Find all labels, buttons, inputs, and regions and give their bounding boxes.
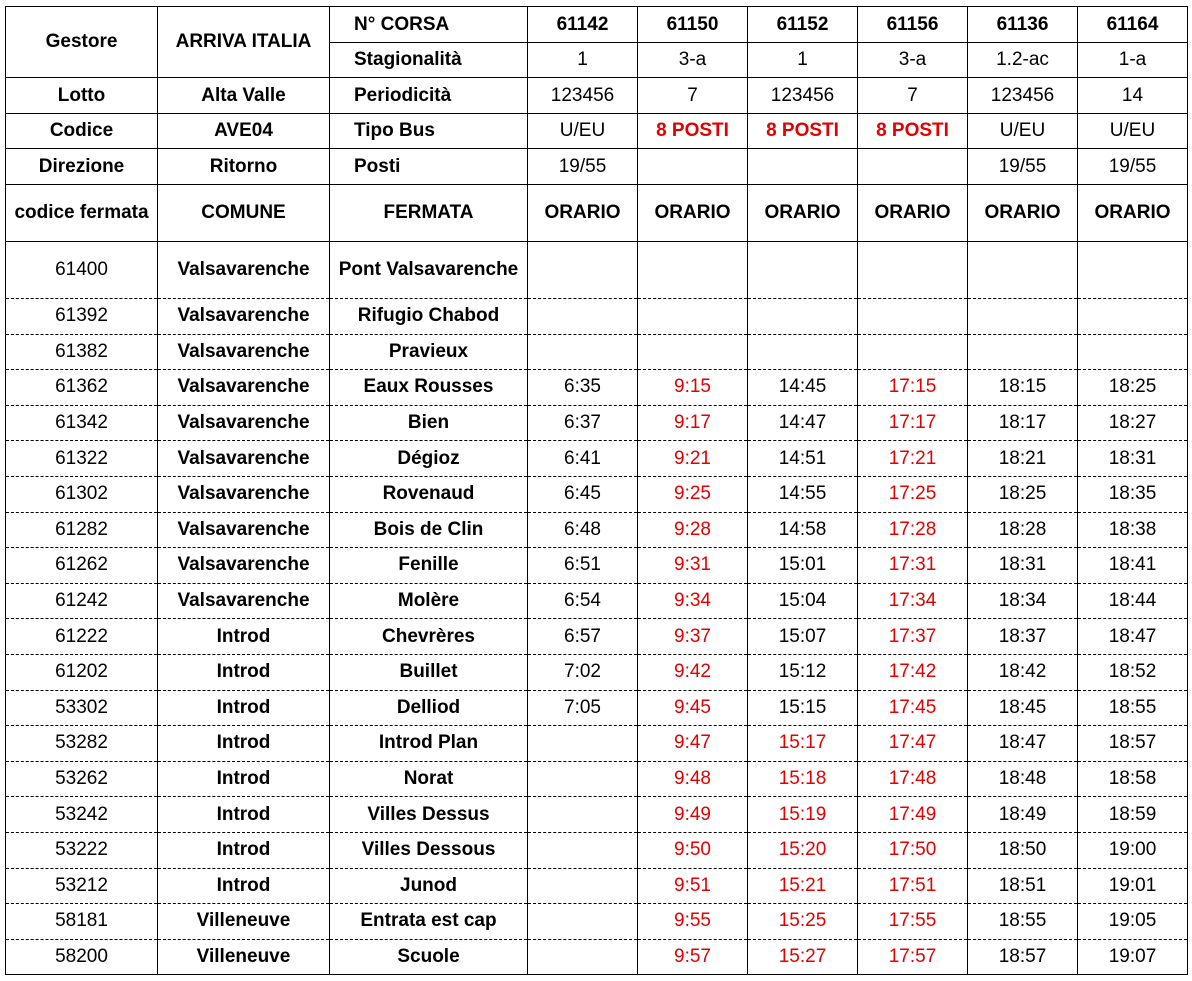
stop-code: 61362 xyxy=(6,370,158,406)
departure-time: 17:47 xyxy=(858,726,968,762)
departure-time: 6:37 xyxy=(528,405,638,441)
column-header-orario: ORARIO xyxy=(858,185,968,242)
departure-time: 15:25 xyxy=(748,904,858,940)
departure-time xyxy=(748,242,858,299)
departure-time xyxy=(858,334,968,370)
departure-time: 9:17 xyxy=(638,405,748,441)
stop-code: 61342 xyxy=(6,405,158,441)
departure-time: 9:25 xyxy=(638,476,748,512)
departure-time: 9:31 xyxy=(638,548,748,584)
departure-time: 7:05 xyxy=(528,690,638,726)
stop-row xyxy=(6,583,1188,619)
stop-code: 61392 xyxy=(6,299,158,335)
stop-row xyxy=(6,512,1188,548)
corsa-number: 61142 xyxy=(528,7,638,43)
departure-time: 15:17 xyxy=(748,726,858,762)
departure-time: 9:47 xyxy=(638,726,748,762)
column-header-fermata: FERMATA xyxy=(330,185,528,242)
stop-name: Villes Dessus xyxy=(330,797,528,833)
stop-municipality: Valsavarenche xyxy=(158,441,330,477)
stop-row xyxy=(6,797,1188,833)
stop-row xyxy=(6,619,1188,655)
departure-time: 9:45 xyxy=(638,690,748,726)
stop-name: Entrata est cap xyxy=(330,904,528,940)
stop-row xyxy=(6,370,1188,406)
periodicita-value: 14 xyxy=(1078,78,1188,114)
stop-row xyxy=(6,761,1188,797)
departure-time xyxy=(968,299,1078,335)
corsa-number: 61150 xyxy=(638,7,748,43)
corsa-label: N° CORSA xyxy=(330,7,528,43)
tipo-bus-value: 8 POSTI xyxy=(638,114,748,149)
departure-time: 18:25 xyxy=(1078,370,1188,406)
stop-row xyxy=(6,548,1188,584)
departure-time: 18:28 xyxy=(968,512,1078,548)
stop-name: Villes Dessous xyxy=(330,832,528,868)
column-header-orario: ORARIO xyxy=(528,185,638,242)
departure-time: 18:31 xyxy=(968,548,1078,584)
column-header-orario: ORARIO xyxy=(638,185,748,242)
stop-name: Rovenaud xyxy=(330,476,528,512)
posti-value xyxy=(748,149,858,185)
departure-time xyxy=(1078,299,1188,335)
stop-code: 61242 xyxy=(6,583,158,619)
departure-time: 17:25 xyxy=(858,476,968,512)
stop-code: 53212 xyxy=(6,868,158,904)
posti-value: 19/55 xyxy=(968,149,1078,185)
departure-time xyxy=(748,299,858,335)
corsa-number: 61164 xyxy=(1078,7,1188,43)
tipo-bus-value: U/EU xyxy=(1078,114,1188,149)
corsa-number: 61156 xyxy=(858,7,968,43)
departure-time: 19:00 xyxy=(1078,832,1188,868)
departure-time: 15:20 xyxy=(748,832,858,868)
departure-time: 15:12 xyxy=(748,654,858,690)
stop-row xyxy=(6,476,1188,512)
departure-time: 18:25 xyxy=(968,476,1078,512)
periodicita-value: 123456 xyxy=(528,78,638,114)
departure-time: 6:41 xyxy=(528,441,638,477)
departure-time: 6:45 xyxy=(528,476,638,512)
stop-municipality: Valsavarenche xyxy=(158,476,330,512)
stagionalita-value: 3-a xyxy=(858,43,968,78)
stagionalita-value: 1-a xyxy=(1078,43,1188,78)
gestore-value: ARRIVA ITALIA xyxy=(158,7,330,78)
departure-time xyxy=(968,334,1078,370)
departure-time: 9:55 xyxy=(638,904,748,940)
stop-municipality: Valsavarenche xyxy=(158,370,330,406)
stop-code: 53262 xyxy=(6,761,158,797)
departure-time xyxy=(858,242,968,299)
departure-time xyxy=(528,761,638,797)
departure-time: 18:31 xyxy=(1078,441,1188,477)
posti-value xyxy=(858,149,968,185)
codice-label: Codice xyxy=(6,114,158,149)
departure-time: 15:18 xyxy=(748,761,858,797)
departure-time: 18:15 xyxy=(968,370,1078,406)
departure-time: 17:45 xyxy=(858,690,968,726)
departure-time: 9:15 xyxy=(638,370,748,406)
stop-row xyxy=(6,299,1188,335)
departure-time: 18:44 xyxy=(1078,583,1188,619)
periodicita-label: Periodicità xyxy=(330,78,528,114)
departure-time: 18:34 xyxy=(968,583,1078,619)
stop-row xyxy=(6,242,1188,299)
departure-time: 18:17 xyxy=(968,405,1078,441)
bus-timetable xyxy=(5,6,1188,975)
stop-code: 61400 xyxy=(6,242,158,299)
tipo-bus-value: U/EU xyxy=(528,114,638,149)
stop-code: 58200 xyxy=(6,939,158,975)
departure-time: 18:57 xyxy=(968,939,1078,975)
departure-time: 19:05 xyxy=(1078,904,1188,940)
departure-time: 18:51 xyxy=(968,868,1078,904)
departure-time xyxy=(748,334,858,370)
departure-time xyxy=(528,832,638,868)
lotto-label: Lotto xyxy=(6,78,158,114)
departure-time xyxy=(528,726,638,762)
departure-time xyxy=(638,242,748,299)
corsa-number: 61136 xyxy=(968,7,1078,43)
stop-row xyxy=(6,832,1188,868)
stop-code: 53222 xyxy=(6,832,158,868)
stop-code: 53302 xyxy=(6,690,158,726)
stop-name: Norat xyxy=(330,761,528,797)
departure-time: 15:15 xyxy=(748,690,858,726)
stop-row xyxy=(6,904,1188,940)
stop-code: 61322 xyxy=(6,441,158,477)
departure-time: 17:31 xyxy=(858,548,968,584)
departure-time xyxy=(528,868,638,904)
departure-time: 14:51 xyxy=(748,441,858,477)
departure-time: 7:02 xyxy=(528,654,638,690)
lotto-value: Alta Valle xyxy=(158,78,330,114)
departure-time xyxy=(528,904,638,940)
departure-time: 18:57 xyxy=(1078,726,1188,762)
departure-time: 18:35 xyxy=(1078,476,1188,512)
departure-time: 9:48 xyxy=(638,761,748,797)
periodicita-value: 123456 xyxy=(968,78,1078,114)
departure-time: 18:50 xyxy=(968,832,1078,868)
departure-time xyxy=(528,939,638,975)
departure-time xyxy=(528,797,638,833)
tipo-bus-value: U/EU xyxy=(968,114,1078,149)
stop-municipality: Introd xyxy=(158,726,330,762)
departure-time: 9:37 xyxy=(638,619,748,655)
stop-name: Pravieux xyxy=(330,334,528,370)
direzione-label: Direzione xyxy=(6,149,158,185)
departure-time: 9:28 xyxy=(638,512,748,548)
departure-time: 17:21 xyxy=(858,441,968,477)
departure-time: 9:51 xyxy=(638,868,748,904)
departure-time: 17:57 xyxy=(858,939,968,975)
departure-time: 18:58 xyxy=(1078,761,1188,797)
departure-time: 18:27 xyxy=(1078,405,1188,441)
stop-code: 61262 xyxy=(6,548,158,584)
departure-time: 18:48 xyxy=(968,761,1078,797)
departure-time: 15:07 xyxy=(748,619,858,655)
stop-name: Pont Valsavarenche xyxy=(330,242,528,299)
stop-row xyxy=(6,654,1188,690)
stop-name: Dégioz xyxy=(330,441,528,477)
departure-time xyxy=(638,299,748,335)
stagionalita-value: 3-a xyxy=(638,43,748,78)
stop-code: 58181 xyxy=(6,904,158,940)
departure-time: 18:38 xyxy=(1078,512,1188,548)
stop-municipality: Valsavarenche xyxy=(158,548,330,584)
stagionalita-value: 1.2-ac xyxy=(968,43,1078,78)
stop-municipality: Valsavarenche xyxy=(158,405,330,441)
stop-code: 61282 xyxy=(6,512,158,548)
column-header-orario: ORARIO xyxy=(1078,185,1188,242)
posti-label: Posti xyxy=(330,149,528,185)
departure-time: 9:34 xyxy=(638,583,748,619)
stop-row xyxy=(6,690,1188,726)
stop-name: Molère xyxy=(330,583,528,619)
departure-time: 15:27 xyxy=(748,939,858,975)
column-header-orario: ORARIO xyxy=(748,185,858,242)
stop-municipality: Introd xyxy=(158,619,330,655)
departure-time: 17:48 xyxy=(858,761,968,797)
stop-municipality: Introd xyxy=(158,761,330,797)
departure-time: 17:15 xyxy=(858,370,968,406)
departure-time: 17:42 xyxy=(858,654,968,690)
stop-row xyxy=(6,939,1188,975)
stop-code: 53242 xyxy=(6,797,158,833)
column-header-orario: ORARIO xyxy=(968,185,1078,242)
periodicita-value: 123456 xyxy=(748,78,858,114)
stop-municipality: Valsavarenche xyxy=(158,583,330,619)
stop-municipality: Introd xyxy=(158,654,330,690)
departure-time xyxy=(968,242,1078,299)
departure-time: 18:55 xyxy=(968,904,1078,940)
departure-time: 17:34 xyxy=(858,583,968,619)
stop-name: Introd Plan xyxy=(330,726,528,762)
gestore-label: Gestore xyxy=(6,7,158,78)
departure-time: 17:55 xyxy=(858,904,968,940)
stop-municipality: Valsavarenche xyxy=(158,242,330,299)
stop-name: Eaux Rousses xyxy=(330,370,528,406)
column-header-comune: COMUNE xyxy=(158,185,330,242)
stop-municipality: Valsavarenche xyxy=(158,334,330,370)
stop-municipality: Introd xyxy=(158,868,330,904)
departure-time: 9:50 xyxy=(638,832,748,868)
departure-time: 18:42 xyxy=(968,654,1078,690)
departure-time: 19:01 xyxy=(1078,868,1188,904)
stops-list xyxy=(6,242,1188,975)
column-header-codice-fermata: codice fermata xyxy=(6,185,158,242)
stop-name: Bien xyxy=(330,405,528,441)
departure-time: 14:45 xyxy=(748,370,858,406)
departure-time: 17:37 xyxy=(858,619,968,655)
stop-code: 61202 xyxy=(6,654,158,690)
stagionalita-value: 1 xyxy=(528,43,638,78)
departure-time xyxy=(528,242,638,299)
stop-name: Buillet xyxy=(330,654,528,690)
departure-time: 17:28 xyxy=(858,512,968,548)
stop-municipality: Introd xyxy=(158,797,330,833)
posti-value: 19/55 xyxy=(1078,149,1188,185)
stop-municipality: Introd xyxy=(158,832,330,868)
stop-row xyxy=(6,868,1188,904)
departure-time: 18:55 xyxy=(1078,690,1188,726)
departure-time: 6:57 xyxy=(528,619,638,655)
departure-time: 17:17 xyxy=(858,405,968,441)
departure-time xyxy=(638,334,748,370)
direzione-value: Ritorno xyxy=(158,149,330,185)
departure-time: 18:47 xyxy=(1078,619,1188,655)
departure-time xyxy=(858,299,968,335)
tipo-bus-label: Tipo Bus xyxy=(330,114,528,149)
posti-value: 19/55 xyxy=(528,149,638,185)
departure-time xyxy=(1078,334,1188,370)
tipo-bus-value: 8 POSTI xyxy=(748,114,858,149)
stop-row xyxy=(6,405,1188,441)
stop-code: 61382 xyxy=(6,334,158,370)
departure-time: 18:21 xyxy=(968,441,1078,477)
departure-time: 15:19 xyxy=(748,797,858,833)
codice-value: AVE04 xyxy=(158,114,330,149)
departure-time: 17:51 xyxy=(858,868,968,904)
departure-time: 18:47 xyxy=(968,726,1078,762)
stop-name: Delliod xyxy=(330,690,528,726)
periodicita-value: 7 xyxy=(858,78,968,114)
stop-municipality: Valsavarenche xyxy=(158,512,330,548)
stop-municipality: Villeneuve xyxy=(158,904,330,940)
departure-time xyxy=(528,299,638,335)
departure-time xyxy=(528,334,638,370)
stop-row xyxy=(6,726,1188,762)
posti-value xyxy=(638,149,748,185)
stop-name: Junod xyxy=(330,868,528,904)
stop-row xyxy=(6,334,1188,370)
periodicita-value: 7 xyxy=(638,78,748,114)
tipo-bus-value: 8 POSTI xyxy=(858,114,968,149)
stop-code: 61302 xyxy=(6,476,158,512)
departure-time: 18:52 xyxy=(1078,654,1188,690)
departure-time: 14:47 xyxy=(748,405,858,441)
departure-time: 15:04 xyxy=(748,583,858,619)
stagionalita-label: Stagionalità xyxy=(330,43,528,78)
stop-name: Scuole xyxy=(330,939,528,975)
departure-time: 9:57 xyxy=(638,939,748,975)
stop-name: Bois de Clin xyxy=(330,512,528,548)
stop-municipality: Villeneuve xyxy=(158,939,330,975)
departure-time: 18:41 xyxy=(1078,548,1188,584)
departure-time xyxy=(1078,242,1188,299)
departure-time: 19:07 xyxy=(1078,939,1188,975)
stagionalita-value: 1 xyxy=(748,43,858,78)
stop-code: 61222 xyxy=(6,619,158,655)
stop-municipality: Valsavarenche xyxy=(158,299,330,335)
departure-time: 18:37 xyxy=(968,619,1078,655)
departure-time: 6:48 xyxy=(528,512,638,548)
stop-row xyxy=(6,441,1188,477)
stop-name: Chevrères xyxy=(330,619,528,655)
stop-name: Fenille xyxy=(330,548,528,584)
departure-time: 14:55 xyxy=(748,476,858,512)
departure-time: 6:54 xyxy=(528,583,638,619)
departure-time: 9:21 xyxy=(638,441,748,477)
departure-time: 9:42 xyxy=(638,654,748,690)
departure-time: 18:49 xyxy=(968,797,1078,833)
stop-name: Rifugio Chabod xyxy=(330,299,528,335)
departure-time: 17:50 xyxy=(858,832,968,868)
departure-time: 6:51 xyxy=(528,548,638,584)
departure-time: 14:58 xyxy=(748,512,858,548)
stop-code: 53282 xyxy=(6,726,158,762)
departure-time: 6:35 xyxy=(528,370,638,406)
corsa-number: 61152 xyxy=(748,7,858,43)
departure-time: 15:01 xyxy=(748,548,858,584)
departure-time: 17:49 xyxy=(858,797,968,833)
departure-time: 18:45 xyxy=(968,690,1078,726)
departure-time: 15:21 xyxy=(748,868,858,904)
stop-municipality: Introd xyxy=(158,690,330,726)
departure-time: 18:59 xyxy=(1078,797,1188,833)
departure-time: 9:49 xyxy=(638,797,748,833)
